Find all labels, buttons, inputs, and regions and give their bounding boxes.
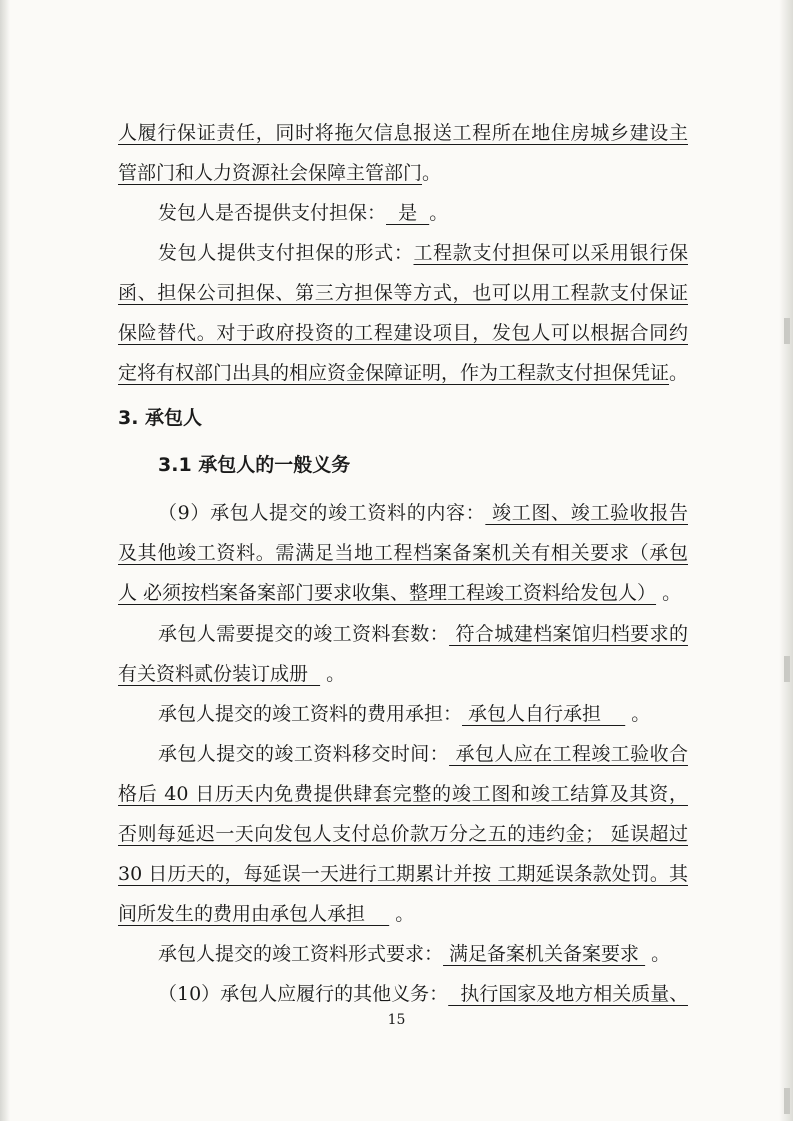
- text-line: [118, 573, 688, 613]
- text-line: [118, 894, 688, 934]
- text-line: [118, 313, 688, 353]
- underlined-text: 间所发生的费用由承包人承担: [118, 903, 390, 925]
- text-line: [158, 694, 688, 734]
- underlined-text: 有关资料贰份装订成册: [118, 663, 321, 685]
- text-line: [158, 734, 688, 774]
- text-line: [118, 273, 688, 313]
- scan-mark: [784, 656, 790, 682]
- text: 。: [645, 943, 671, 965]
- underlined-text: 格后 40 日历天内免费提供肆套完整的竣工图和竣工结算及其资，: [118, 783, 688, 805]
- text-line: [118, 854, 688, 894]
- field-label: 承包人需要提交的竣工资料套数：: [158, 623, 450, 645]
- field-value: 竣工图、竣工验收报告: [485, 502, 688, 524]
- text: 。: [429, 202, 449, 224]
- field-label: 承包人提交的竣工资料移交时间：: [158, 743, 450, 765]
- text-line: [158, 614, 688, 654]
- text-line: [158, 934, 688, 974]
- scan-edge-right: [779, 0, 793, 1121]
- text-line: [118, 113, 688, 153]
- field-value: 满足备案机关备案要求: [443, 943, 646, 965]
- subsection-heading: 3.1 承包人的一般义务: [158, 454, 351, 476]
- page-number: 15: [387, 1012, 406, 1028]
- text-line: [118, 353, 688, 393]
- underlined-text: 人履行保证责任，同时将拖欠信息报送工程所在地住房城乡建设主: [118, 122, 688, 144]
- text: 。: [320, 663, 346, 685]
- field-label: （10）承包人应履行的其他义务：: [158, 983, 449, 1005]
- text-line: [118, 654, 688, 694]
- text-line: [118, 814, 688, 854]
- text: 。: [656, 582, 682, 604]
- underlined-text: 函、担保公司担保、第三方担保等方式，也可以用工程款支付保证: [118, 282, 688, 304]
- scan-mark: [784, 1088, 790, 1114]
- field-value: 执行国家及地方相关质量、: [448, 983, 688, 1005]
- text-line: [158, 193, 688, 233]
- text: 。: [422, 162, 442, 184]
- text-line: [118, 774, 688, 814]
- section-heading: 3. 承包人: [118, 407, 203, 429]
- field-value: 承包人应在工程竣工验收合: [449, 743, 688, 765]
- scan-mark: [784, 318, 790, 344]
- underlined-text: 定将有权部门出具的相应资金保障证明，作为工程款支付担保凭证: [118, 362, 670, 384]
- field-label: 发包人是否提供支付担保：: [158, 202, 387, 224]
- scan-edge-left: [0, 0, 10, 1121]
- field-value: 符合城建档案馆归档要求的: [449, 623, 688, 645]
- text: 。: [625, 703, 651, 725]
- text: 。: [389, 903, 415, 925]
- underlined-text: 否则每延迟一天向发包人支付总价款万分之五的违约金； 延误超过: [118, 823, 688, 845]
- field-label: 承包人提交的竣工资料形式要求：: [158, 943, 444, 965]
- underlined-text: 管部门和人力资源社会保障主管部门: [118, 162, 423, 184]
- text-line: [158, 493, 688, 533]
- field-value: 是: [386, 202, 430, 224]
- field-label: （9）承包人提交的竣工资料的内容：: [158, 502, 486, 524]
- text: 。: [669, 362, 688, 384]
- underlined-text: 及其他竣工资料。需满足当地工程档案备案机关有相关要求（承包: [118, 542, 688, 564]
- text-line: [118, 533, 688, 573]
- text-line: [158, 974, 688, 1014]
- text-line: [118, 153, 688, 193]
- text-line: [158, 233, 688, 273]
- underlined-text: 保险替代。对于政府投资的工程建设项目，发包人可以根据合同约: [118, 322, 688, 344]
- field-label: 承包人提交的竣工资料的费用承担：: [158, 703, 463, 725]
- field-value: 工程款支付担保可以采用银行保: [413, 242, 688, 264]
- underlined-text: 30 日历天的，每延误一天进行工期累计并按 工期延误条款处罚。其: [118, 863, 688, 885]
- field-label: 发包人提供支付担保的形式：: [158, 242, 414, 264]
- underlined-text: 人 必须按档案备案部门要求收集、整理工程竣工资料给发包人）: [118, 582, 657, 604]
- field-value: 承包人自行承担: [462, 703, 626, 725]
